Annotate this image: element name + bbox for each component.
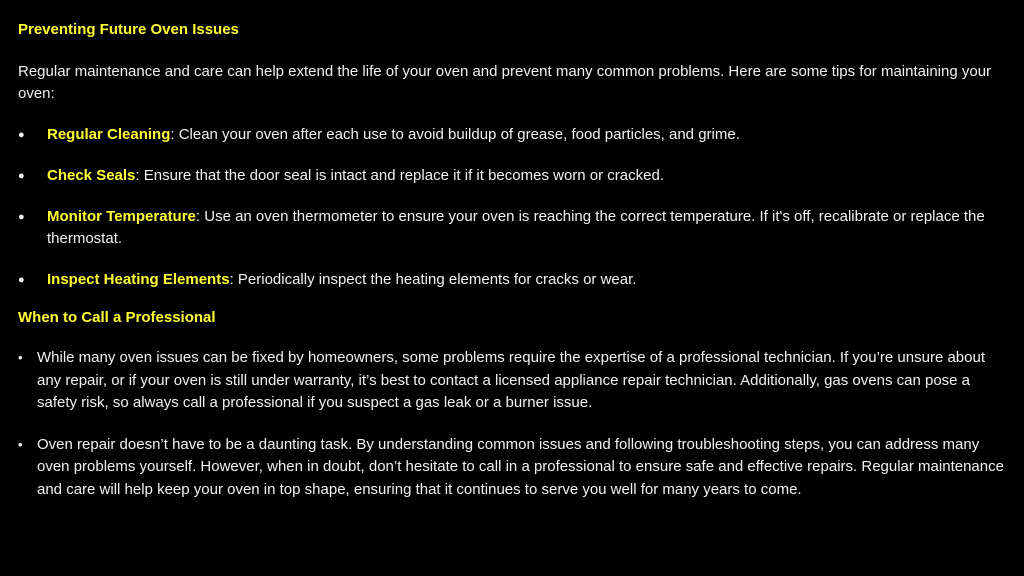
tip-title: Check Seals xyxy=(47,167,136,184)
tip-title: Monitor Temperature xyxy=(47,208,196,225)
tip-item xyxy=(18,124,1008,146)
bullet-icon: • xyxy=(18,436,23,452)
tip-text: : Clean your oven after each use to avoid buildup of grease, food particles, and grime. xyxy=(170,126,740,143)
slide-content xyxy=(18,20,1008,520)
tip-item xyxy=(18,206,1008,250)
list-item xyxy=(18,434,1008,502)
tip-item xyxy=(18,165,1008,187)
section-heading-prevention: Preventing Future Oven Issues xyxy=(18,21,239,38)
tip-item xyxy=(18,269,1008,291)
tip-title: Inspect Heating Elements xyxy=(47,271,230,288)
section-heading-professional: When to Call a Professional xyxy=(18,309,216,326)
tip-text: : Ensure that the door seal is intact and replace it if it becomes worn or cracked. xyxy=(135,167,664,184)
bullet-icon: • xyxy=(18,350,23,365)
tip-text: : Periodically inspect the heating elements for cracks or wear. xyxy=(229,271,637,288)
list-item-text: Oven repair doesn’t have to be a daunting task. By understanding common issues and following troubleshooting steps, you can address many oven problems yourself. However, when in doubt, don’t hesitate to call in a professional to ensure safe and effective repairs. Regular maintenance and care will help keep your oven in top shape, ensuring that it continues to serve you well for many years to come. xyxy=(37,435,1004,498)
bullet-icon: ● xyxy=(18,129,25,141)
bullet-icon: ● xyxy=(18,274,25,286)
list-item xyxy=(18,347,1008,415)
bullet-icon: ● xyxy=(18,211,25,223)
bullet-icon: ● xyxy=(18,170,25,182)
tip-title: Regular Cleaning xyxy=(47,126,171,143)
tip-text: : Use an oven thermometer to ensure your oven is reaching the correct temperature. If it's off, recalibrate or replace the thermostat. xyxy=(47,208,985,247)
professional-list xyxy=(18,347,1008,501)
intro-paragraph: Regular maintenance and care can help extend the life of your oven and prevent many common problems. Here are some tips for maintaining your oven: xyxy=(18,63,992,102)
maintenance-tips-list xyxy=(18,124,1008,291)
list-item-text: While many oven issues can be fixed by homeowners, some problems require the expertise of a professional technician. If you’re unsure about any repair, or if your oven is still under warranty, it’s best to contact a licensed appliance repair technician. Additionally, gas ovens can pose a safety risk, so always call a professional if you suspect a gas leak or a burner issue. xyxy=(37,349,986,411)
